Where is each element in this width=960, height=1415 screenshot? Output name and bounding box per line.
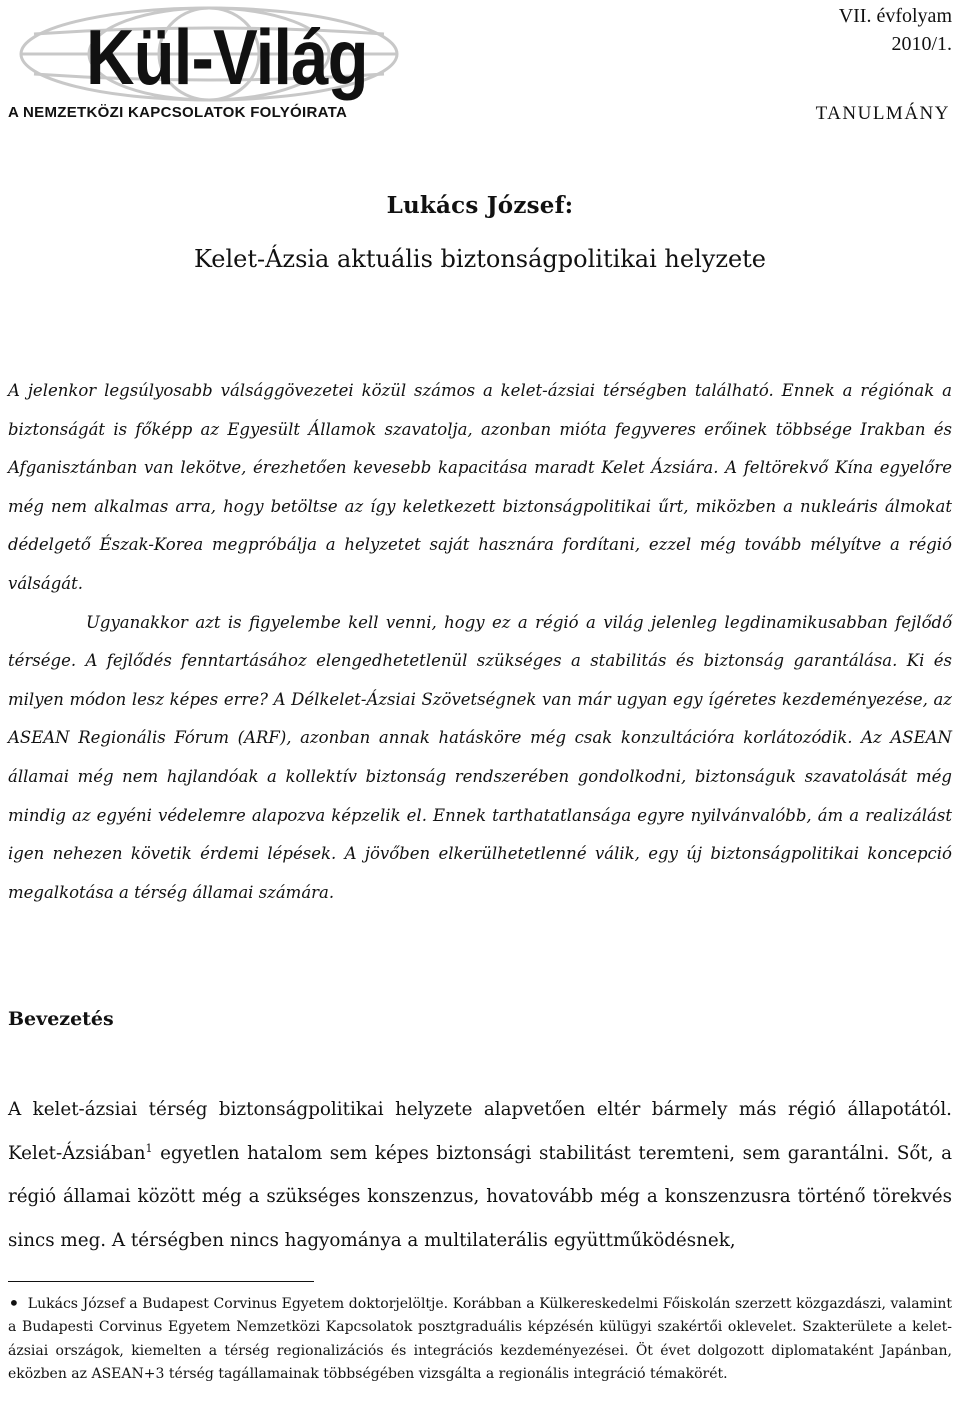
article-title: Kelet-Ázsia aktuális biztonságpolitikai helyzete: [193, 245, 767, 273]
footnote: [8, 1293, 952, 1387]
body-text-a: A kelet-ázsiai térség biztonságpolitikai helyzete alapvetően eltér bármely más régió állapotától. Kelet-Ázsiában: [8, 1099, 952, 1164]
volume-label: VII. évfolyam: [838, 5, 952, 27]
section-heading: Bevezetés: [8, 1008, 114, 1030]
journal-logo: [4, 2, 424, 122]
footnote-marker: •: [8, 1291, 20, 1315]
abstract-paragraph: A jelenkor legsúlyosabb válsággövezetei közül számos a kelet-ázsiai térségben található. Ennek a régiónak a biztonságát is főképp az Egyesült Államok szavatolja, azonban mióta fegyveres erőinek többsége Irakban és Afganisztánban van lekötve, érezhetően kevesebb kapacitása maradt Kelet Ázsiára. A feltörekvő Kína egyelőre még nem alkalmas arra, hogy betöltse az így keletkezett biztonságpolitikai űrt, miközben a nukleáris álmokat dédelgető Észak-Korea megpróbálja a helyzetet saját hasznára fordítani, ezzel még tovább mélyítve a régió válságát.: [8, 381, 952, 593]
footnote-text: Lukács József a Budapest Corvinus Egyetem doktorjelöltje. Korábban a Külkereskedelmi Főiskolán szerzett közgazdászi, valamint a Budapesti Corvinus Egyetem Nemzetközi Kapcsolatok posztgraduális képzésén külügyi szakértői oklevelet. Szakterülete a kelet-ázsiai országok, kiemelten a térség regionalizációs és integrációs kezdeményezései. Öt évet dolgozott diplomataként Japánban, eközben az ASEAN+3 térség tagállamainak többségében vizsgálta a regionális integráció témakörét.: [8, 1296, 952, 1383]
section-label: TANULMÁNY: [815, 103, 950, 124]
body-text-b: egyetlen hatalom sem képes biztonsági stabilitást teremteni, sem garantálni. Sőt, a régió államai között még a szükséges konszenzus, hovatovább még a konszenzusra történő törekvés sincs meg. A térségben nincs hagyománya a multilaterális együttműködésnek,: [8, 1142, 952, 1251]
article-author: Lukács József:: [386, 192, 574, 219]
abstract-paragraph: Ugyanakkor azt is figyelembe kell venni, hogy ez a régió a világ jelenleg legdinamikusabban fejlődő térsége. A fejlődés fenntartásához elengedhetetlenül szükséges a stabilitás és biztonság garantálása. Ki és milyen módon lesz képes erre? A Délkelet-Ázsiai Szövetségnek van már ugyan egy ígéretes kezdeményezése, az ASEAN Regionális Fórum (ARF), azonban annak hatásköre még csak konzultációra korlátozódik. Az ASEAN államai még nem hajlandóak a kollektív biztonság rendszerében gondolkodni, biztonságuk szavatolását még mindig az egyéni védelemre alapozva képzelik el. Ennek tarthatatlansága egyre nyilvánvalóbb, ám a realizálást igen nehezen követik érdemi lépések. A jövőben elkerülhetetlenné válik, egy új biztonságpolitikai koncepció megalkotása a térség államai számára.: [8, 612, 952, 902]
footnote-reference[interactable]: 1: [145, 1141, 153, 1155]
logo-wordmark: Kül-Világ: [86, 13, 368, 101]
abstract: [8, 372, 952, 912]
issue-label: 2010/1.: [891, 33, 952, 55]
logo-subtitle: A NEMZETKÖZI KAPCSOLATOK FOLYÓIRATA: [8, 104, 348, 121]
issue-info: [839, 2, 952, 58]
body-paragraph: [8, 1088, 952, 1262]
footnote-divider: [8, 1281, 314, 1282]
